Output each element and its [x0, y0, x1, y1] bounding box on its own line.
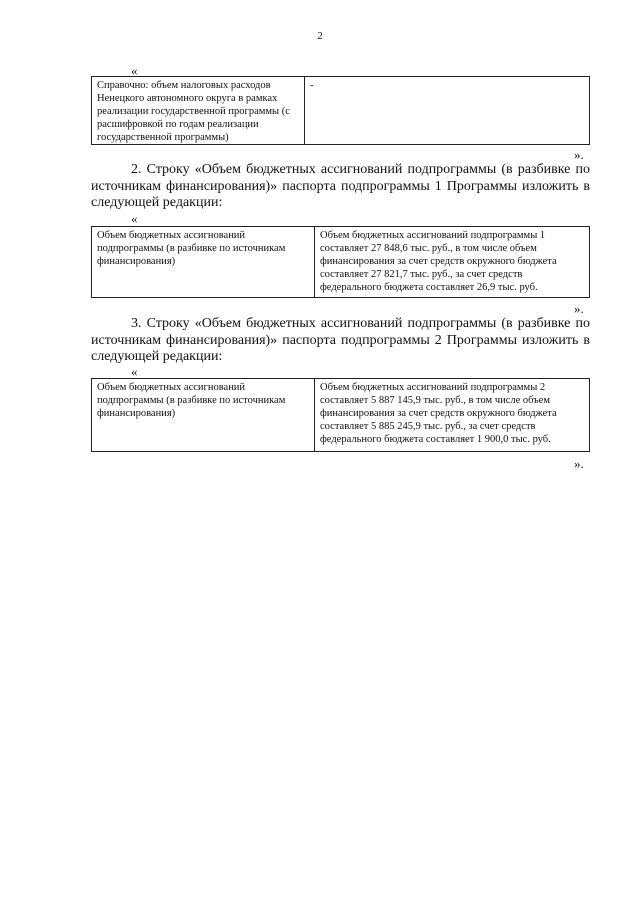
close-quote-1: ».	[574, 147, 584, 162]
paragraph-2: 2. Строку «Объем бюджетных ассигнований подпрограммы (в разбивке по источникам финансирования)» паспорта подпрограммы 1 Программы изложить в следующей редакции:	[91, 162, 590, 210]
page-number: 2	[317, 30, 323, 42]
table-subprogram-2-budget	[91, 378, 590, 452]
table-tax-expenditures	[91, 76, 590, 145]
close-quote-3: ».	[574, 456, 584, 471]
table-2-left-cell: Объем бюджетных ассигнований подпрограммы (в разбивке по источникам финансирования)	[97, 230, 286, 267]
open-quote-1: «	[131, 63, 138, 78]
table-1-left-cell: Справочно: объем налоговых расходов Ненецкого автономного округа в рамках реализации государственной программы (с расшифровкой по годам реализации государственной программы)	[97, 80, 290, 143]
close-quote-2: ».	[574, 301, 584, 316]
table-2-right-cell: Объем бюджетных ассигнований подпрограммы 1 составляет 27 848,6 тыс. руб., в том числе объем финансирования за счет средств окружного бюджета составляет 27 821,7 тыс. руб., за счет средств федерального бюджета составляет 26,9 тыс. руб.	[320, 230, 557, 293]
table-3-left-cell: Объем бюджетных ассигнований подпрограммы (в разбивке по источникам финансирования)	[97, 382, 286, 419]
open-quote-2: «	[131, 211, 138, 226]
paragraph-3: 3. Строку «Объем бюджетных ассигнований подпрограммы (в разбивке по источникам финансирования)» паспорта подпрограммы 2 Программы изложить в следующей редакции:	[91, 316, 590, 364]
open-quote-3: «	[131, 364, 138, 379]
table-3-right-cell: Объем бюджетных ассигнований подпрограммы 2 составляет 5 887 145,9 тыс. руб., в том числе объем финансирования за счет средств окружного бюджета составляет 5 885 245,9 тыс. руб., за счет средств федерального бюджета составляет 1 900,0 тыс. руб.	[320, 382, 557, 445]
table-subprogram-1-budget	[91, 226, 590, 298]
table-1-right-cell: -	[310, 80, 314, 91]
